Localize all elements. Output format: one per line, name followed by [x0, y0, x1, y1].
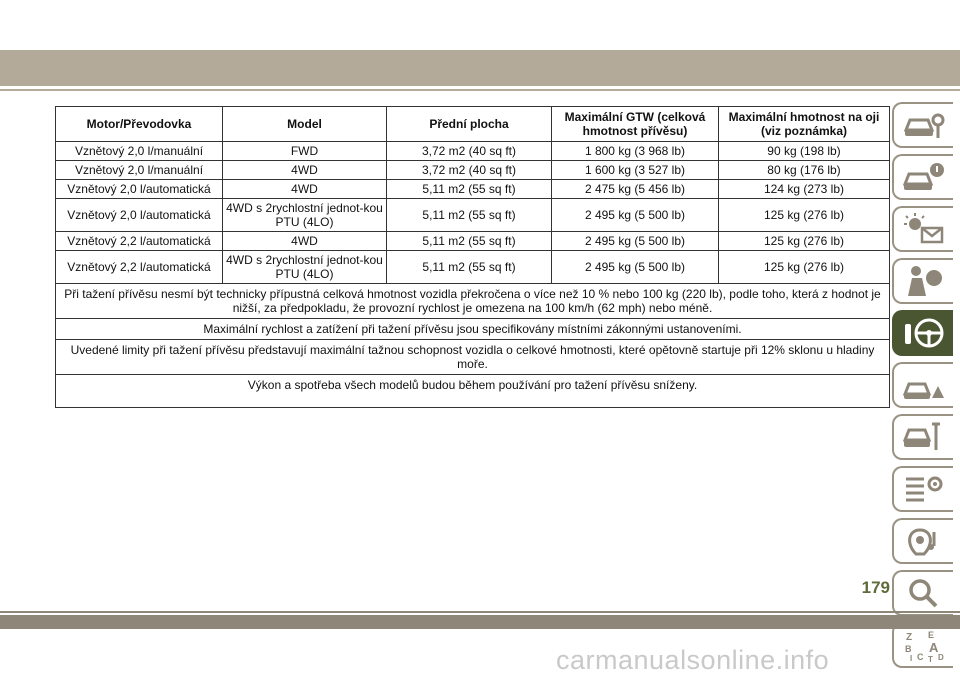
table-note-row: [56, 284, 890, 319]
multimedia-icon: [902, 524, 946, 558]
cell-model: 4WD: [223, 180, 387, 199]
top-decorative-band: [0, 50, 960, 86]
cell-tongue: 125 kg (276 lb): [719, 251, 890, 284]
cell-tongue: 90 kg (198 lb): [719, 142, 890, 161]
table-row: [56, 251, 890, 284]
towing-spec-table: [55, 106, 890, 408]
page-number: 179: [861, 578, 890, 597]
cell-gtw: 2 475 kg (5 456 lb): [552, 180, 719, 199]
svg-text:Z: Z: [905, 632, 912, 643]
table-row: [56, 180, 890, 199]
cell-model: 4WD s 2rychlostní jednot-kou PTU (4LO): [223, 199, 387, 232]
cell-gtw: 2 495 kg (5 500 lb): [552, 199, 719, 232]
warning-light-message-icon: [902, 212, 946, 246]
header-frontal-area: Přední plocha: [387, 107, 552, 142]
tab-car-info[interactable]: [892, 154, 953, 200]
tab-car-key[interactable]: [892, 102, 953, 148]
cell-model: FWD: [223, 142, 387, 161]
cell-tongue: 125 kg (276 lb): [719, 199, 890, 232]
cell-model: 4WD: [223, 232, 387, 251]
cell-engine: Vznětový 2,2 l/automatická: [56, 251, 223, 284]
note-performance: Výkon a spotřeba všech modelů budou během používání pro tažení přívěsu sníženy.: [56, 375, 890, 408]
svg-text:D: D: [937, 653, 944, 662]
cell-area: 3,72 m2 (40 sq ft): [387, 161, 552, 180]
svg-text:C: C: [916, 652, 923, 662]
cell-engine: Vznětový 2,2 l/automatická: [56, 232, 223, 251]
cell-gtw: 1 800 kg (3 968 lb): [552, 142, 719, 161]
cell-area: 5,11 m2 (55 sq ft): [387, 232, 552, 251]
tab-search[interactable]: [892, 570, 953, 616]
svg-text:B: B: [904, 644, 911, 654]
svg-text:T: T: [927, 655, 933, 662]
chapter-tabs: [892, 102, 960, 674]
bottom-divider: [0, 611, 960, 613]
table-note-row: [56, 319, 890, 340]
svg-text:E: E: [927, 630, 934, 640]
tab-emergency[interactable]: [892, 362, 953, 408]
car-service-icon: [902, 420, 946, 454]
header-max-tongue: Maximální hmotnost na oji (viz poznámka): [719, 107, 890, 142]
table-note-row: [56, 340, 890, 375]
header-engine: Motor/Převodovka: [56, 107, 223, 142]
svg-text:A: A: [928, 640, 938, 655]
cell-model: 4WD s 2rychlostní jednot-kou PTU (4LO): [223, 251, 387, 284]
bottom-decorative-band: [0, 615, 960, 629]
table-row: [56, 142, 890, 161]
note-gvw-limit: Při tažení přívěsu nesmí být technicky přípustná celková hmotnost vozidla překročena o více než 10 % nebo 100 kg (220 lb), podle toho, která z hodnot je nižší, za předpokladu, že provozní rychlost je omezena na 100 km/h (62 mph) nebo méně.: [56, 284, 890, 319]
cell-gtw: 1 600 kg (3 527 lb): [552, 161, 719, 180]
table-note-row: [56, 375, 890, 408]
car-key-icon: [902, 108, 946, 142]
header-model: Model: [223, 107, 387, 142]
cell-area: 5,11 m2 (55 sq ft): [387, 251, 552, 284]
table-row: [56, 161, 890, 180]
tab-specifications[interactable]: [892, 466, 953, 512]
cell-engine: Vznětový 2,0 l/manuální: [56, 161, 223, 180]
tab-warning-lights[interactable]: [892, 206, 953, 252]
cell-tongue: 124 kg (273 lb): [719, 180, 890, 199]
note-towing-limits: Uvedené limity při tažení přívěsu představují maximální tažnou schopnost vozidla o celkové hmotnosti, které opětovně startuje při 12% sklonu u hladiny moře.: [56, 340, 890, 375]
cell-tongue: 125 kg (276 lb): [719, 232, 890, 251]
tab-service[interactable]: [892, 414, 953, 460]
cell-engine: Vznětový 2,0 l/automatická: [56, 199, 223, 232]
table-header-row: [56, 107, 890, 142]
cell-engine: Vznětový 2,0 l/automatická: [56, 180, 223, 199]
cell-model: 4WD: [223, 161, 387, 180]
note-speed-law: Maximální rychlost a zatížení při tažení přívěsu jsou specifikovány místními zákonnými ustanoveními.: [56, 319, 890, 340]
tab-safety[interactable]: [892, 258, 953, 304]
index-az-icon: [902, 628, 946, 662]
specs-gear-icon: [902, 472, 946, 506]
svg-text:I: I: [909, 654, 912, 662]
watermark: carmanualsonline.info: [556, 645, 830, 675]
cell-engine: Vznětový 2,0 l/manuální: [56, 142, 223, 161]
cell-tongue: 80 kg (176 lb): [719, 161, 890, 180]
cell-area: 5,11 m2 (55 sq ft): [387, 199, 552, 232]
cell-area: 3,72 m2 (40 sq ft): [387, 142, 552, 161]
cell-area: 5,11 m2 (55 sq ft): [387, 180, 552, 199]
airbag-seatbelt-icon: [902, 264, 946, 298]
cell-gtw: 2 495 kg (5 500 lb): [552, 251, 719, 284]
tab-driving[interactable]: [892, 310, 953, 356]
breakdown-triangle-icon: [902, 368, 946, 402]
steering-wheel-key-icon: [902, 316, 946, 350]
top-divider: [0, 89, 960, 91]
car-info-icon: [902, 160, 946, 194]
cell-gtw: 2 495 kg (5 500 lb): [552, 232, 719, 251]
tab-multimedia[interactable]: [892, 518, 953, 564]
table-row: [56, 199, 890, 232]
search-icon: [902, 576, 946, 610]
header-max-gtw: Maximální GTW (celková hmotnost přívěsu): [552, 107, 719, 142]
table-row: [56, 232, 890, 251]
